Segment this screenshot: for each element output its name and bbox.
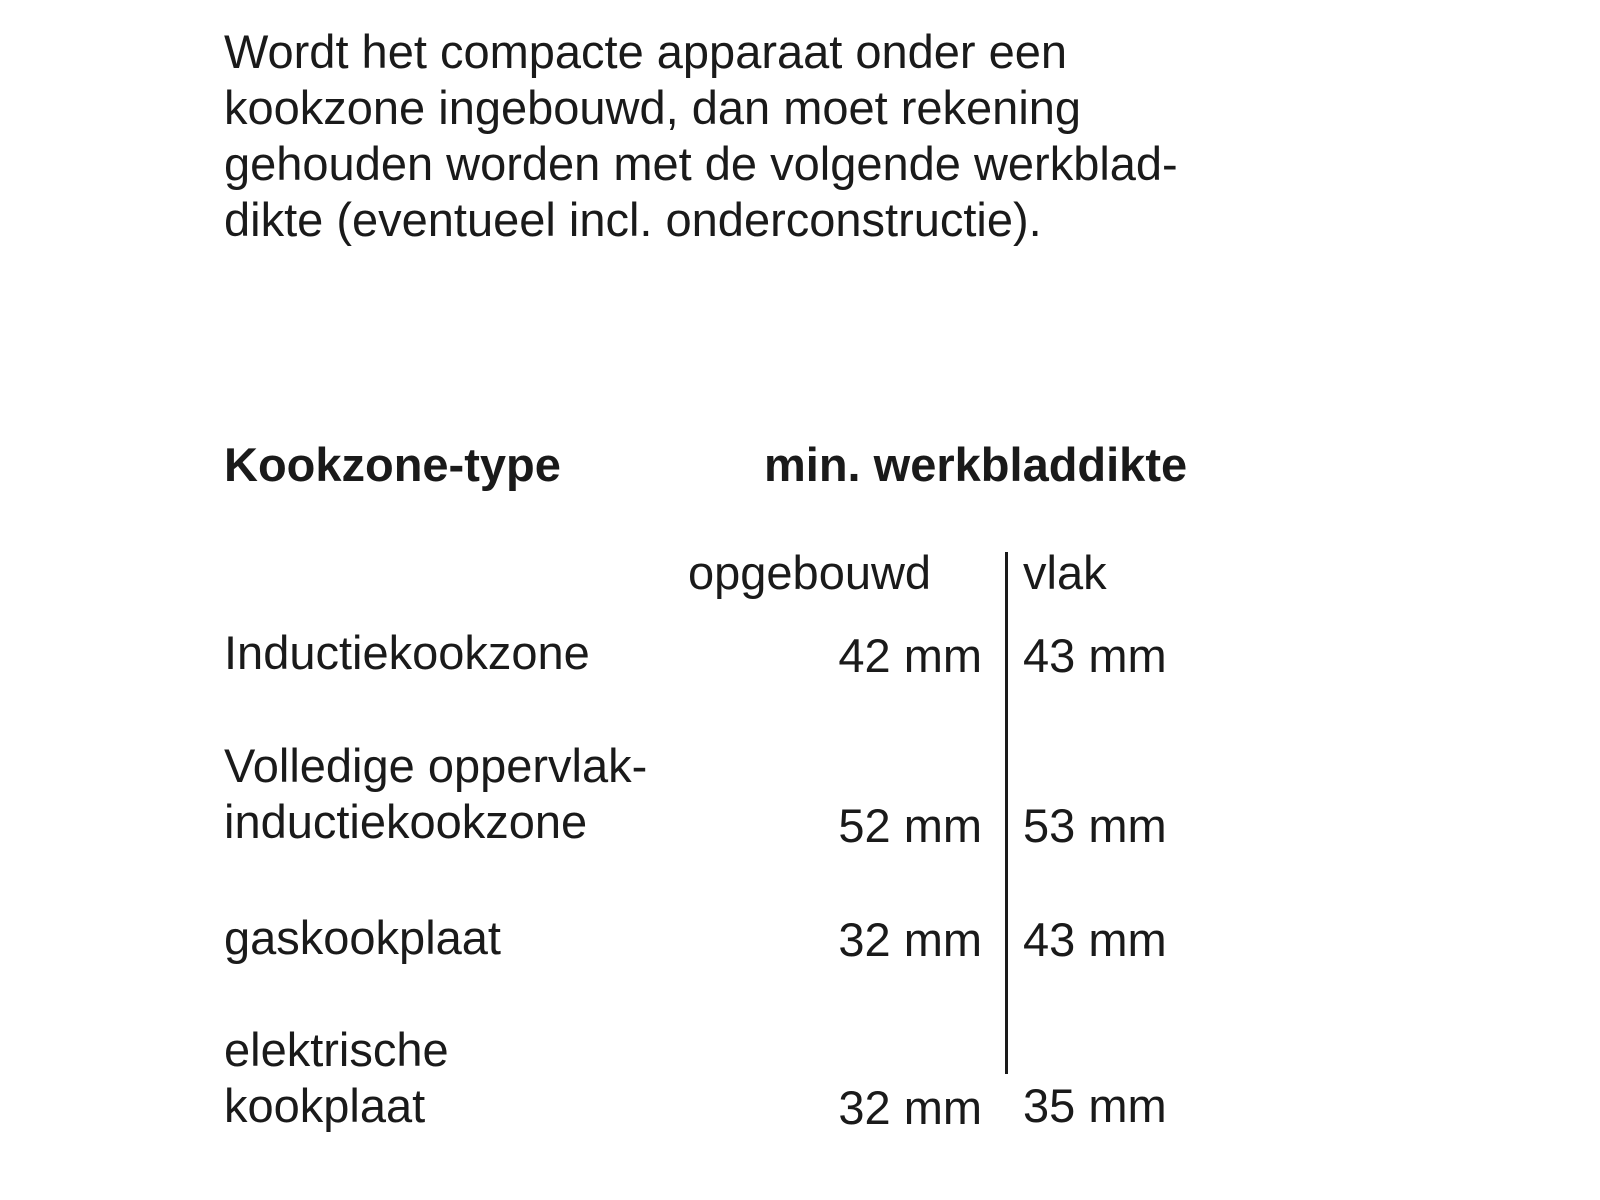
- row-label: elektrische: [224, 1023, 449, 1076]
- row-label: inductiekookzone: [224, 795, 588, 848]
- intro-line: kookzone ingebouwd, dan moet rekening: [224, 81, 1082, 134]
- subheading-vlak: vlak: [1023, 546, 1107, 599]
- column-heading-type: Kookzone-type: [224, 438, 561, 491]
- column-heading-thickness: min. werkbladdikte: [764, 438, 1188, 491]
- row-label: Inductiekookzone: [224, 626, 590, 679]
- value-vlak: 43 mm: [1023, 913, 1167, 966]
- value-opgebouwd: 52 mm: [838, 799, 982, 852]
- value-vlak: 53 mm: [1023, 799, 1167, 852]
- intro-line: gehouden worden met de volgende werkblad-: [224, 137, 1178, 190]
- column-divider: [1005, 552, 1008, 1074]
- value-opgebouwd: 32 mm: [838, 913, 982, 966]
- subheading-opgebouwd: opgebouwd: [688, 546, 932, 599]
- value-opgebouwd: 32 mm: [838, 1081, 982, 1134]
- row-label: kookplaat: [224, 1079, 426, 1132]
- row-label: gaskookplaat: [224, 911, 501, 964]
- row-label: Volledige oppervlak-: [224, 739, 648, 792]
- value-vlak: 43 mm: [1023, 629, 1167, 682]
- intro-line: dikte (eventueel incl. onderconstructie).: [224, 193, 1042, 246]
- value-opgebouwd: 42 mm: [838, 629, 982, 682]
- intro-line: Wordt het compacte apparaat onder een: [224, 25, 1068, 78]
- value-vlak: 35 mm: [1023, 1079, 1167, 1132]
